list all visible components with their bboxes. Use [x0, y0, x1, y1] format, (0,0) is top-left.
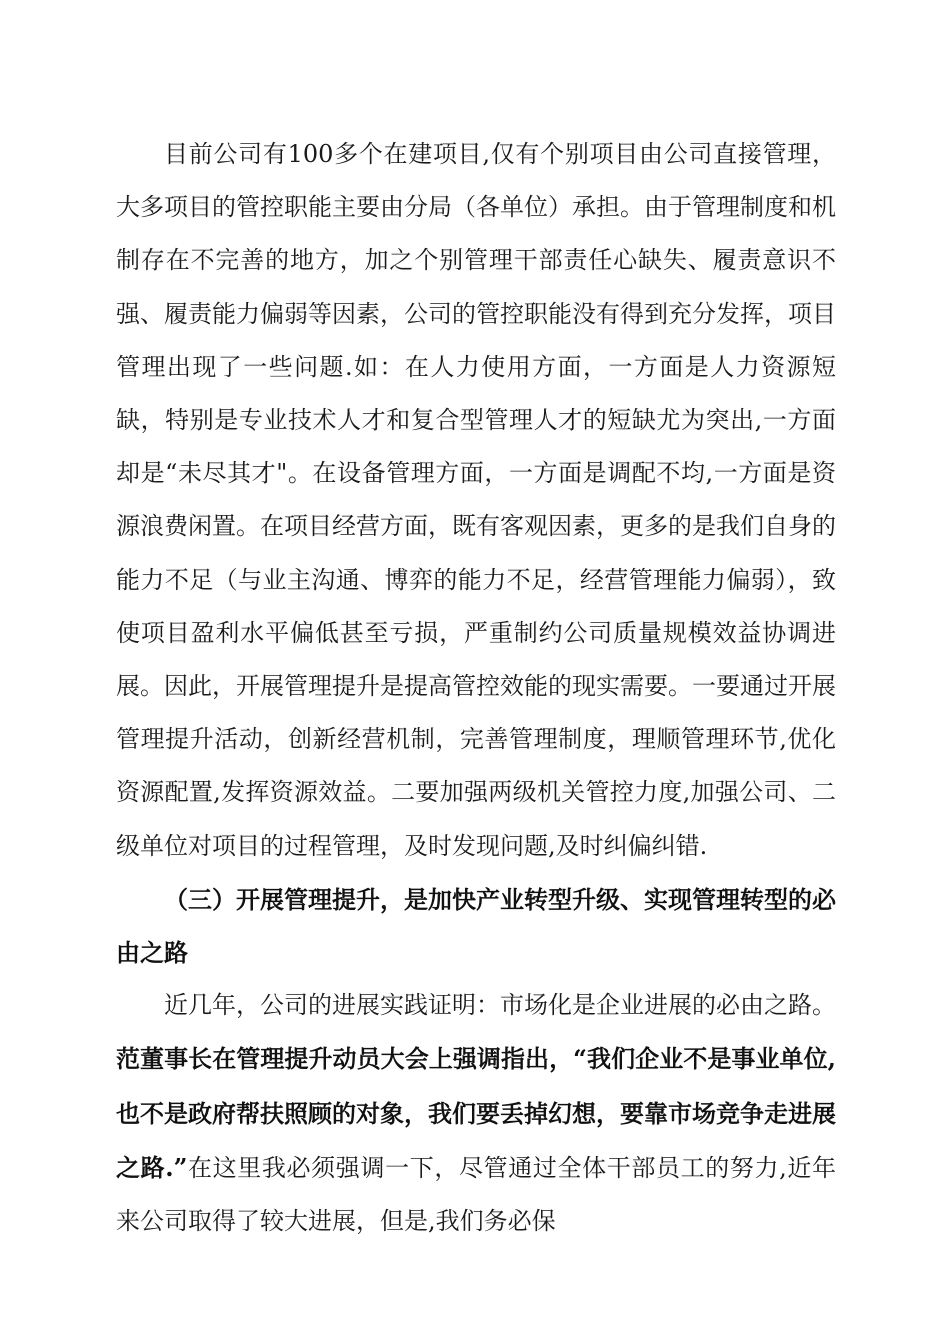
body-paragraph: 目前公司有100多个在建项目,仅有个别项目由公司直接管理，大多项目的管控职能主要由分局（各单位）承担。由于管理制度和机制存在不完善的地方，加之个别管理干部责任心缺失、履责意识不强、履责能力偏弱等因素，公司的管控职能没有得到充分发挥，项目管理出现了一些问题.如：在人力使用方面，一方面是人力资源短缺，特别是专业技术人才和复合型管理人才的短缺尤为突出,一方面却是“未尽其才"。在设备管理方面，一方面是调配不均,一方面是资源浪费闲置。在项目经营方面，既有客观因素，更多的是我们自身的能力不足（与业主沟通、博弈的能力不足，经营管理能力偏弱），致使项目盈利水平偏低甚至亏损，严重制约公司质量规模效益协调进展。因此，开展管理提升是提高管控效能的现实需要。一要通过开展管理提升活动，创新经营机制，完善管理制度，理顺管理环节,优化资源配置,发挥资源效益。二要加强两级机关管控力度,加强公司、二级单位对项目的过程管理，及时发现问题,及时纠偏纠错.: [116, 140, 836, 860]
body-paragraph-2: [116, 979, 836, 1248]
document-body: [116, 128, 836, 1248]
paragraph-lead-text: 近几年，公司的进展实践证明：市场化是企业进展的必由之路。: [164, 991, 836, 1020]
bold-quote-text: 范董事长在管理提升动员大会上强调指出，“我们企业不是事业单位,也不是政府帮扶照顾的对象，我们要丢掉幻想，要靠市场竞争走进展之路.”: [116, 1044, 836, 1182]
section-heading: （三）开展管理提升，是加快产业转型升级、实现管理转型的必由之路: [116, 884, 836, 968]
paragraph-tail-text: 在这里我必须强调一下，尽管通过全体干部员工的努力,近年来公司取得了较大进展，但是,我们务必保: [116, 1153, 836, 1236]
